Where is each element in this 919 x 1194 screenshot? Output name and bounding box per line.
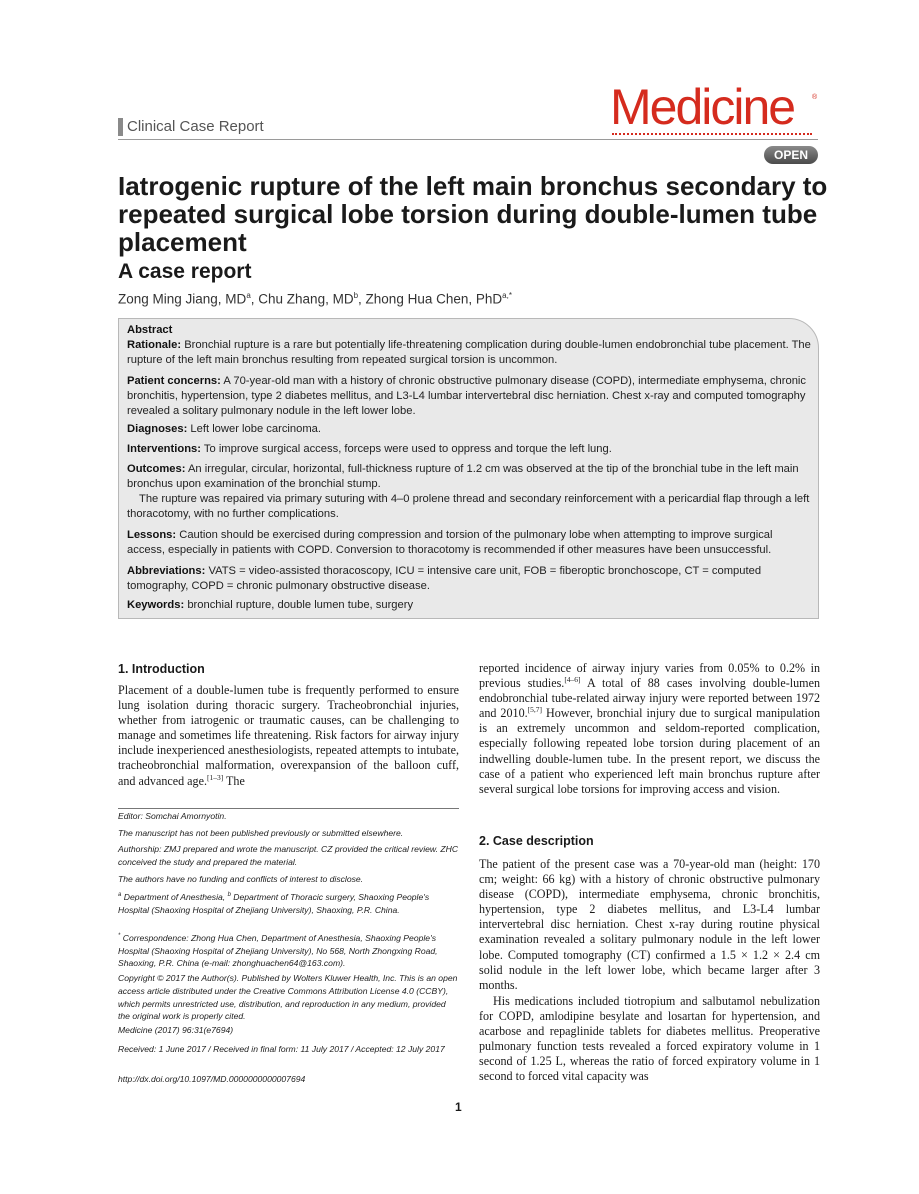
abstract-rationale: Rationale: Bronchial rupture is a rare but potentially life-threatening complication during double-lumen endobronchial tube placement. The rupture of the left main bronchus resulting from repeated surgical torsion is uncommon. bbox=[127, 339, 811, 366]
open-access-badge: OPEN bbox=[764, 146, 818, 164]
author-affiliation: b bbox=[353, 291, 359, 300]
article-title: Iatrogenic rupture of the left main bronchus secondary to repeated surgical lobe torsion during double-lumen tube placement bbox=[118, 171, 828, 257]
author-separator: , bbox=[250, 291, 259, 307]
intro-paragraph-1: Placement of a double-lumen tube is frequently performed to ensure lung isolation during thoracic surgery. Tracheobronchial injuries, whether from iatrogenic or traumatic causes, can be challenging to manage and sometimes life threatening. Risk factors for airway injury include inexperienced anesthesiologists, repeated attempts to intubate, tracheobronchial malformation, overexpansion of the balloon cuff, and advanced age.[1–3] The bbox=[118, 683, 459, 788]
abstract-heading: Abstract bbox=[127, 324, 173, 336]
journal-logo: Medicine bbox=[610, 79, 795, 135]
footnote-doi[interactable]: http://dx.doi.org/10.1097/MD.0000000000007694 bbox=[118, 1074, 306, 1084]
author-name: Zong Ming Jiang, MD bbox=[118, 291, 247, 307]
page-number: 1 bbox=[455, 1100, 462, 1114]
case-paragraph-1: The patient of the present case was a 70-year-old man (height: 170 cm; weight: 66 kg) with a history of chronic obstructive pulmonary disease (COPD), intermediate emphysema, chronic bronchitis, hypertension, type 2 diabetes mellitus, and L3-L4 lumbar intervertebral disc herniation. Chest x-ray during routine physical examination revealed a solitary pulmonary nodule in the left lower lobe. Computed tomography (CT) confirmed a 1.5 × 1.2 × 2.4 cm solid nodule in the left lower lobe, which became larger after 3 months. bbox=[479, 857, 820, 992]
author-separator: , bbox=[358, 291, 366, 307]
section-label-bar bbox=[118, 118, 123, 136]
footnote-received: Received: 1 June 2017 / Received in final form: 11 July 2017 / Accepted: 12 July 2017 bbox=[118, 1044, 445, 1054]
abstract-abbreviations: Abbreviations: VATS = video-assisted thoracoscopy, ICU = intensive care unit, FOB = fiberoptic bronchoscope, CT = computed tomography, COPD = chronic pulmonary obstructive disease. bbox=[127, 565, 762, 592]
author-affiliation: a,* bbox=[502, 291, 512, 300]
case-paragraph-2: His medications included tiotropium and salbutamol nebulization for COPD, amlodipine besylate and losartan for hypertension, and acarbose and repaglinide tablets for diabetes mellitus. Preoperative pulmonary function tests revealed a forced expiratory volume in 1 second of 1.25 L, whereas the ratio of forced expiratory volume in 1 second to forced vital capacity was bbox=[479, 994, 820, 1084]
footnote-affiliations: $^a$ Department of Anesthesia, $^b$ Department of Thoracic surgery, Shaoxing People's Hospital (Shaoxing Hospital of Zhejiang University), Shaoxing, P.R. China. bbox=[118, 891, 430, 915]
intro-heading: 1. Introduction bbox=[118, 662, 205, 676]
registered-mark: ® bbox=[812, 94, 818, 101]
abstract-interventions: Interventions: To improve surgical access, forceps were used to oppress and torque the left lung. bbox=[127, 443, 612, 455]
article-subtitle: A case report bbox=[118, 260, 252, 283]
footnote-rule bbox=[118, 808, 459, 809]
author-affiliation: a bbox=[246, 291, 251, 300]
footnote-copyright: Copyright © 2017 the Author(s). Published by Wolters Kluwer Health, Inc. This is an open access article distributed under the Creative Commons Attribution License 4.0 (CCBY), which permits unrestricted use, distribution, and reproduction in any medium, provided the original work is properly cited. bbox=[118, 973, 458, 1022]
header-rule bbox=[118, 139, 818, 140]
footnote-citation: Medicine (2017) 96:31(e7694) bbox=[118, 1025, 234, 1035]
abstract-lessons: Lessons: Caution should be exercised during compression and torsion of the pulmonary lobe when attempting to improve surgical access, especially in patients with COPD. Conversion to thoracotomy is recommended if other measures have been unsuccessful. bbox=[127, 529, 773, 556]
case-heading: 2. Case description bbox=[479, 834, 594, 848]
author-name: Zhong Hua Chen, PhD bbox=[365, 291, 503, 307]
intro-paragraph-2: reported incidence of airway injury varies from 0.05% to 0.2% in previous studies.[4–6] A total of 88 cases involving double-lumen endobronchial tube-related airway injury were reported between 1972 and 2010.[5,7] However, bronchial injury due to surgical manipulation is an extremely uncommon and seldom-reported complication, especially following repeated lobe torsion during placement of an indwelling double-lumen tube. In the present report, we discuss the case of a patient who experienced left main bronchus rupture after several surgical lobe torsions for improving access and vision. bbox=[479, 661, 820, 796]
abstract-outcomes: Outcomes: An irregular, circular, horizontal, full-thickness rupture of 1.2 cm was observed at the tip of the bronchial tube in the left main bronchus upon examination of the bronchial stump. The rupture was repaired via primary suturing with 4–0 prolene thread and secondary reinforcement with a pericardial flap through a left thoracotomy, with no further complications. bbox=[127, 463, 810, 520]
footnote-not-published: The manuscript has not been published previously or submitted elsewhere. bbox=[118, 828, 404, 838]
abstract-patient-concerns: Patient concerns: A 70-year-old man with a history of chronic obstructive pulmonary disease (COPD), intermediate emphysema, chronic bronchitis, hypertension, type 2 diabetes mellitus, and L3-L4 lumbar intervertebral disc herniation. Chest x-ray and computed tomography revealed a solitary pulmonary nodule in the left lower lobe. bbox=[127, 375, 807, 417]
abstract-diagnoses: Diagnoses: Left lower lobe carcinoma. bbox=[127, 423, 322, 435]
footnote-funding: The authors have no funding and conflicts of interest to disclose. bbox=[118, 874, 364, 884]
footnote-authorship: Authorship: ZMJ prepared and wrote the manuscript. CZ provided the critical review. ZHC conceived the study and prepared the material. bbox=[118, 844, 459, 867]
author-list bbox=[118, 291, 512, 307]
logo-dotted-rule bbox=[612, 133, 812, 135]
footnote-correspondence: * Correspondence: Zhong Hua Chen, Department of Anesthesia, Shaoxing People's Hospital (Shaoxing Hospital of Zhejiang University), No 568, North Zhongxing Road, Shaoxing, P.R. China (e-mail: zhonghuachen64@163.com). bbox=[118, 932, 438, 969]
footnote-editor: Editor: Somchai Amornyotin. bbox=[118, 811, 227, 821]
section-label: Clinical Case Report bbox=[127, 118, 264, 135]
author-name: Chu Zhang, MD bbox=[258, 291, 354, 307]
abstract-keywords: Keywords: bronchial rupture, double lumen tube, surgery bbox=[127, 599, 414, 611]
